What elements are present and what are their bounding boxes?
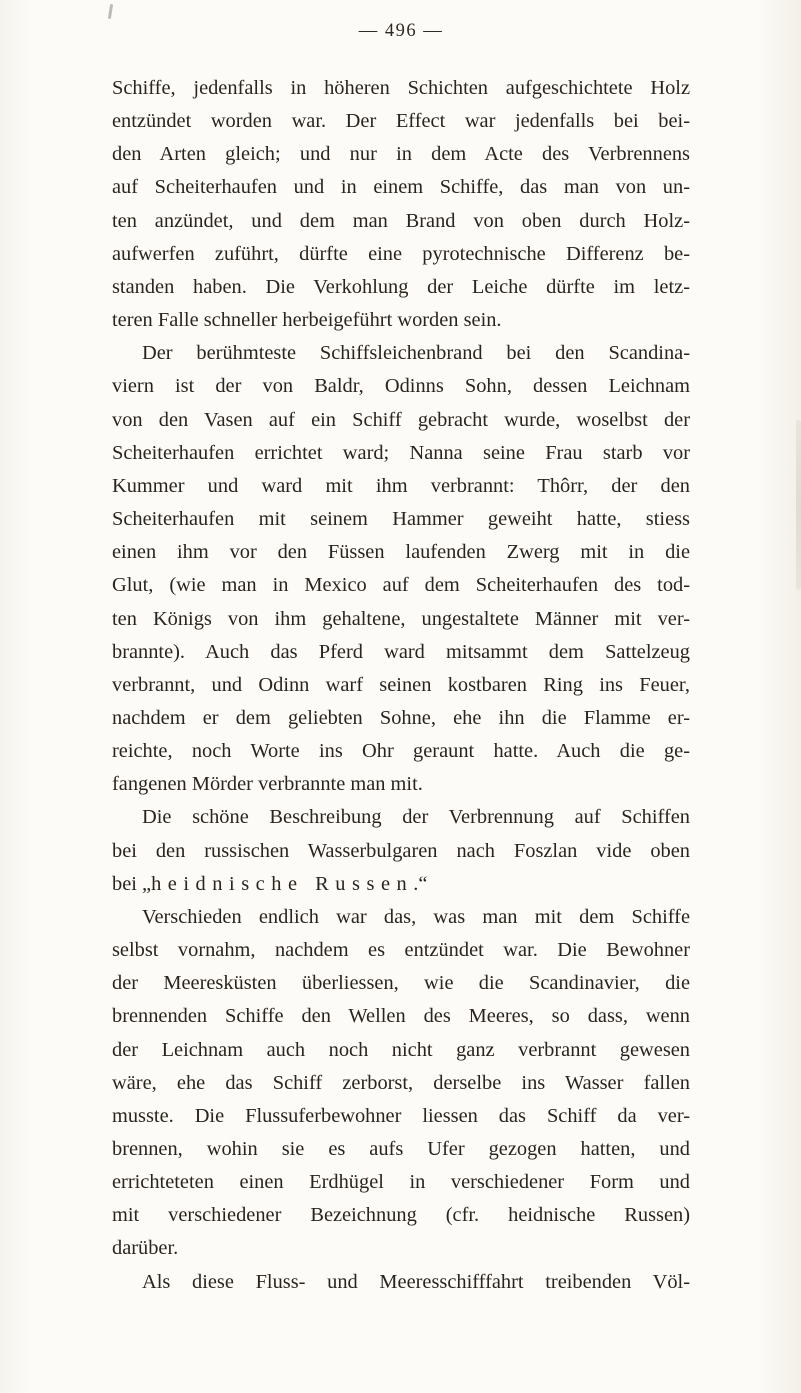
text-line: Der berühmteste Schiffsleichenbrand bei den Scandina- <box>142 342 690 365</box>
text-line: den Arten gleich; und nur in dem Acte des Verbrennens <box>112 143 690 166</box>
text-line: Scheiterhaufen errichtet ward; Nanna seine Frau starb vor <box>112 441 690 464</box>
text-line: entzündet worden war. Der Effect war jedenfalls bei bei- <box>112 110 690 133</box>
page-body <box>112 72 690 1299</box>
text-line: teren Falle schneller herbeigeführt worden sein. <box>112 309 502 332</box>
text-line: der Meeresküsten überliessen, wie die Scandinavier, die <box>112 972 690 995</box>
text-line: der Leichnam auch noch nicht ganz verbrannt gewesen <box>112 1038 690 1061</box>
text-line: fangenen Mörder verbrannte man mit. <box>112 773 423 796</box>
text-line: standen haben. Die Verkohlung der Leiche dürfte im letz- <box>112 275 690 298</box>
text-line: verbrannt, und Odinn warf seinen kostbaren Ring ins Feuer, <box>112 673 690 696</box>
text-line: brannte). Auch das Pferd ward mitsammt dem Sattelzeug <box>112 640 690 663</box>
text-line: ten anzündet, und dem man Brand von oben durch Holz- <box>112 209 690 232</box>
text-segment: bei „ <box>112 872 152 895</box>
scan-artifact <box>796 420 801 590</box>
text-line: wäre, ehe das Schiff zerborst, derselbe ins Wasser fallen <box>112 1071 690 1094</box>
emphasized-text: heidnische Russen <box>151 872 414 895</box>
text-line: selbst vornahm, nachdem es entzündet war. Die Bewohner <box>112 939 690 962</box>
text-line: brennenden Schiffe den Wellen des Meeres, so dass, wenn <box>112 1005 690 1028</box>
text-line: Die schöne Beschreibung der Verbrennung auf Schiffen <box>142 806 690 829</box>
text-line: einen ihm vor den Füssen laufenden Zwerg mit in die <box>112 541 690 564</box>
text-line: reichte, noch Worte ins Ohr geraunt hatte. Auch die ge- <box>112 740 690 763</box>
text-line: Kummer und ward mit ihm verbrannt: Thôrr, der den <box>112 474 690 497</box>
text-line: aufwerfen zuführt, dürfte eine pyrotechnische Differenz be- <box>112 242 690 265</box>
text-line: viern ist der von Baldr, Odinns Sohn, dessen Leichnam <box>112 375 690 398</box>
page-header <box>112 21 690 42</box>
text-line <box>112 868 690 901</box>
text-line: Schiffe, jedenfalls in höheren Schichten aufgeschichtete Holz <box>112 77 690 99</box>
scan-artifact <box>108 4 113 19</box>
text-line: brennen, wohin sie es aufs Ufer gezogen hatten, und <box>112 1138 690 1160</box>
text-line: nachdem er dem geliebten Sohne, ehe ihn die Flamme er- <box>112 706 690 729</box>
text-line: auf Scheiterhaufen und in einem Schiffe, das man von un- <box>112 176 690 199</box>
text-line: Als diese Fluss- und Meeresschifffahrt treibenden Völ- <box>142 1270 690 1293</box>
text-line: bei den russischen Wasserbulgaren nach Foszlan vide oben <box>112 839 690 862</box>
text-line: errichteteten einen Erdhügel in verschiedener Form und <box>112 1171 690 1194</box>
text-line: ten Königs von ihm gehaltene, ungestaltete Männer mit ver- <box>112 607 690 630</box>
text-line: Glut, (wie man in Mexico auf dem Scheiterhaufen des tod- <box>112 574 690 597</box>
text-line: mit verschiedener Bezeichnung (cfr. heidnische Russen) <box>112 1204 690 1227</box>
text-line: Verschieden endlich war das, was man mit dem Schiffe <box>142 905 690 928</box>
page-number: — 496 — <box>358 21 444 41</box>
text-segment: .“ <box>413 872 428 895</box>
text-line: von den Vasen auf ein Schiff gebracht wurde, woselbst der <box>112 408 690 431</box>
text-line: Scheiterhaufen mit seinem Hammer geweiht hatte, stiess <box>112 508 690 531</box>
text-line: darüber. <box>112 1237 179 1260</box>
text-line: musste. Die Flussuferbewohner liessen das Schiff da ver- <box>112 1104 690 1127</box>
